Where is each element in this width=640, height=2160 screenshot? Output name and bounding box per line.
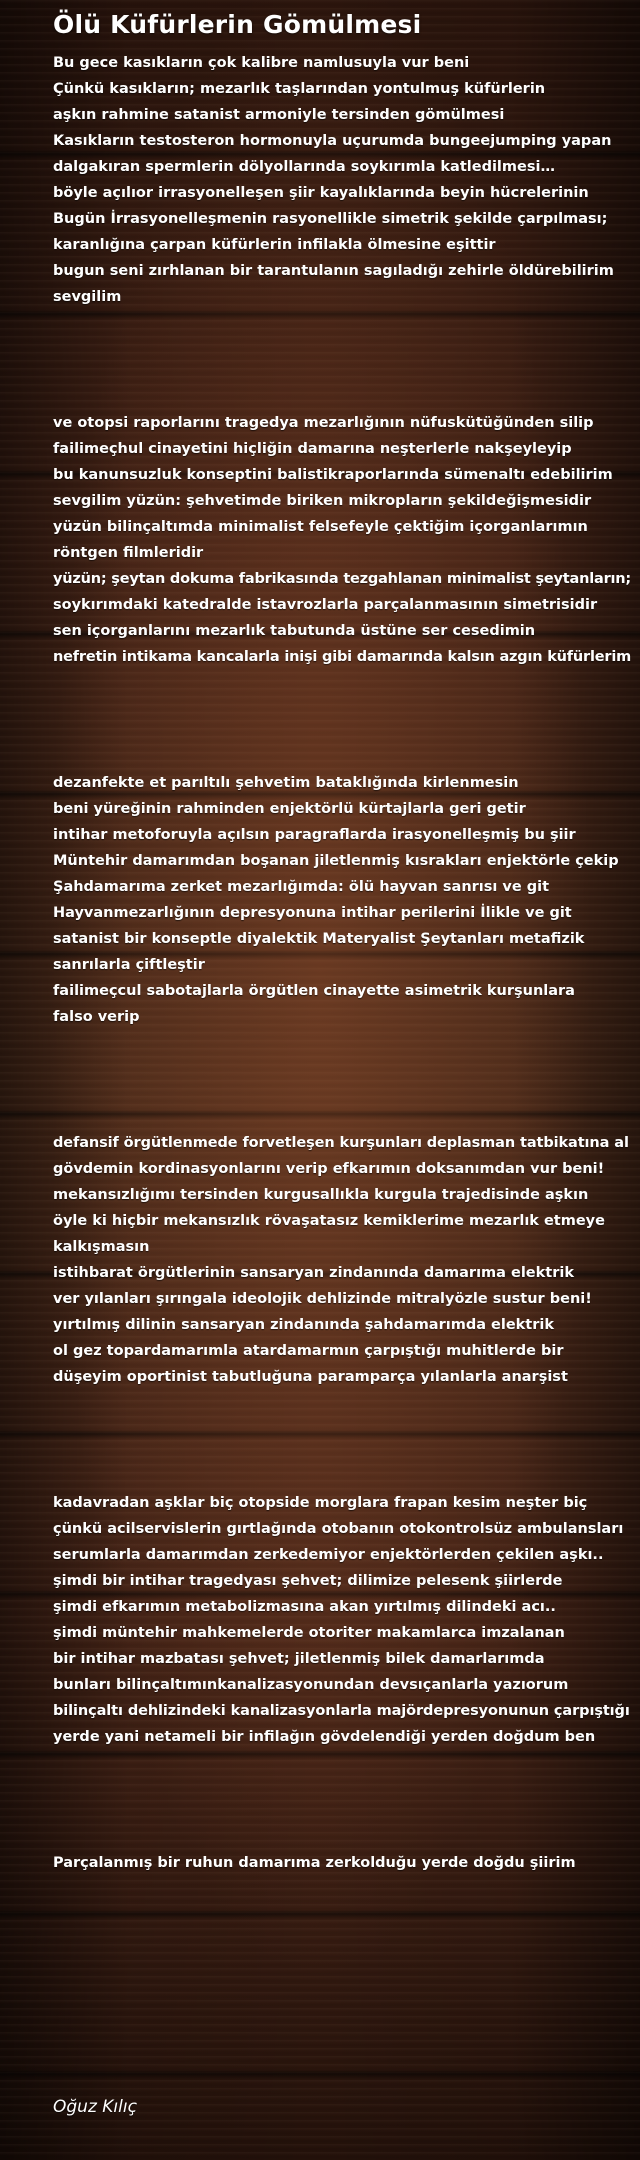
poem-line: bir intihar mazbatası şehvet; jiletlenmiş bilek damarlarımda bbox=[53, 1651, 545, 1667]
poem-line: beni yüreğinin rahminden enjektörlü kürtajlarla geri getir bbox=[53, 801, 526, 817]
poem-line: failimeçhul cinayetini hiçliğin damarına neşterlerle nakşeyleyip bbox=[53, 441, 572, 457]
poem-line: mekansızlığımı tersinden kurgusallıkla kurgula trajedisinde aşkın bbox=[53, 1187, 589, 1203]
poem-line: sanrılarla çiftleştir bbox=[53, 957, 205, 973]
poem-line: Kasıkların testosteron hormonuyla uçurumda bungeejumping yapan bbox=[53, 133, 612, 149]
poem-line: failimeçcul sabotajlarla örgütlen cinayette asimetrik kurşunlara bbox=[53, 983, 575, 999]
poem-line: röntgen filmleridir bbox=[53, 545, 204, 561]
poem-line: bugun seni zırhlanan bir tarantulanın sagıladığı zehirle öldürebilirim bbox=[53, 263, 614, 279]
poem-line: Bu gece kasıkların çok kalibre namlusuyla vur beni bbox=[53, 55, 470, 71]
poem-line: şimdi müntehir mahkemelerde otoriter makamlarca imzalanan bbox=[53, 1625, 565, 1641]
poem-line: nefretin intikama kancalarla inişi gibi damarında kalsın azgın küfürlerim bbox=[53, 649, 631, 665]
poem-line: falso verip bbox=[53, 1009, 140, 1025]
poem-line: sevgilim yüzün: şehvetimde biriken mikropların şekildeğişmesidir bbox=[53, 493, 592, 509]
poem-line: ol gez topardamarımla atardamarmın çarpıştığı muhitlerde bir bbox=[53, 1343, 564, 1359]
stanza-2 bbox=[53, 410, 633, 670]
poem-line: bilinçaltı dehlizindeki kanalizasyonlarla majördepresyonunun çarpıştığı bbox=[53, 1703, 630, 1719]
poem-line: Bugün İrrasyonelleşmenin rasyonellikle simetrik şekilde çarpılması; bbox=[53, 211, 608, 227]
poem-line: sen içorganlarını mezarlık tabutunda üstüne ser cesedimin bbox=[53, 623, 536, 639]
poem-title: Ölü Küfürlerin Gömülmesi bbox=[53, 10, 422, 39]
poem-line: dalgakıran spermlerin dölyollarında soykırımla katledilmesi… bbox=[53, 159, 555, 175]
poem-line: yırtılmış dilinin sansaryan zindanında şahdamarımda elektrik bbox=[53, 1317, 555, 1333]
poem-line: yerde yani netameli bir infilağın gövdelendiği yerden doğdum ben bbox=[53, 1729, 596, 1745]
poem-line: Parçalanmış bir ruhun damarıma zerkolduğu yerde doğdu şiirim bbox=[53, 1855, 576, 1871]
poem-line: soykırımdaki katedralde istavrozlarla parçalanmasının simetrisidir bbox=[53, 597, 598, 613]
poem-line: defansif örgütlenmede forvetleşen kurşunları deplasman tatbikatına al bbox=[53, 1135, 629, 1151]
poem-line: ver yılanları şırıngala ideolojik dehlizinde mitralyözle sustur beni! bbox=[53, 1291, 592, 1307]
poem-line: şimdi bir intihar tragedyası şehvet; dilimize pelesenk şiirlerde bbox=[53, 1573, 563, 1589]
poem-line: böyle açılıor irrasyonelleşen şiir kayalıklarında beyin hücrelerinin bbox=[53, 185, 589, 201]
poem-line: intihar metoforuyla açılsın paragraflarda irasyonelleşmiş bu şiir bbox=[53, 827, 576, 843]
poem-line: Çünkü kasıkların; mezarlık taşlarından yontulmuş küfürlerin bbox=[53, 81, 546, 97]
poem-line: serumlarla damarımdan zerkedemiyor enjektörlerden çekilen aşkı.. bbox=[53, 1547, 604, 1563]
poem-line: sevgilim bbox=[53, 289, 122, 305]
poem-line: bunları bilinçaltımınkanalizasyonundan devsıçanlarla yazıorum bbox=[53, 1677, 569, 1693]
poem-line: kalkışmasın bbox=[53, 1239, 150, 1255]
poem-line: karanlığına çarpan küfürlerin infilakla ölmesine eşittir bbox=[53, 237, 496, 253]
poem-line: dezanfekte et parıltılı şehvetim bataklığında kirlenmesin bbox=[53, 775, 519, 791]
poem-line: aşkın rahmine satanist armoniyle tersinden gömülmesi bbox=[53, 107, 505, 123]
poem-line: bu kanunsuzluk konseptini balistikraporlarında sümenaltı edebilirim bbox=[53, 467, 613, 483]
author-name: Oğuz Kılıç bbox=[53, 2097, 137, 2117]
poem-line: şimdi efkarımın metabolizmasına akan yırtılmış dilindeki acı.. bbox=[53, 1599, 556, 1615]
poem-line: gövdemin kordinasyonlarını verip efkarımın doksanımdan vur beni! bbox=[53, 1161, 605, 1177]
poem-line: Müntehir damarımdan boşanan jiletlenmiş kısrakları enjektörle çekip bbox=[53, 853, 619, 869]
poem-line: Şahdamarıma zerket mezarlığımda: ölü hayvan sanrısı ve git bbox=[53, 879, 550, 895]
stanza-5 bbox=[53, 1490, 633, 1750]
poem-line: çünkü acilservislerin gırtlağında otobanın otokontrolsüz ambulansları bbox=[53, 1521, 624, 1537]
stanza-1 bbox=[53, 50, 633, 310]
poem-line: düşeyim oportinist tabutluğuna paramparça yılanlarla anarşist bbox=[53, 1369, 568, 1385]
poem-line: öyle ki hiçbir mekansızlık rövaşatasız kemiklerime mezarlık etmeye bbox=[53, 1213, 605, 1229]
poem-line: ve otopsi raporlarını tragedya mezarlığının nüfuskütüğünden silip bbox=[53, 415, 594, 431]
stanza-4 bbox=[53, 1130, 633, 1390]
poem-line: istihbarat örgütlerinin sansaryan zindanında damarıma elektrik bbox=[53, 1265, 574, 1281]
stanza-3 bbox=[53, 770, 633, 1030]
poem-line: yüzün bilinçaltımda minimalist felsefeyle çektiğim içorganlarımın bbox=[53, 519, 588, 535]
stanza-6 bbox=[53, 1850, 633, 1876]
poem-line: yüzün; şeytan dokuma fabrikasında tezgahlanan minimalist şeytanların; bbox=[53, 571, 632, 587]
poem-line: satanist bir konseptle diyalektik Materyalist Şeytanları metafizik bbox=[53, 931, 585, 947]
poem-line: kadavradan aşklar biç otopside morglara frapan kesim neşter biç bbox=[53, 1495, 588, 1511]
poem-line: Hayvanmezarlığının depresyonuna intihar perilerini İlikle ve git bbox=[53, 905, 572, 921]
